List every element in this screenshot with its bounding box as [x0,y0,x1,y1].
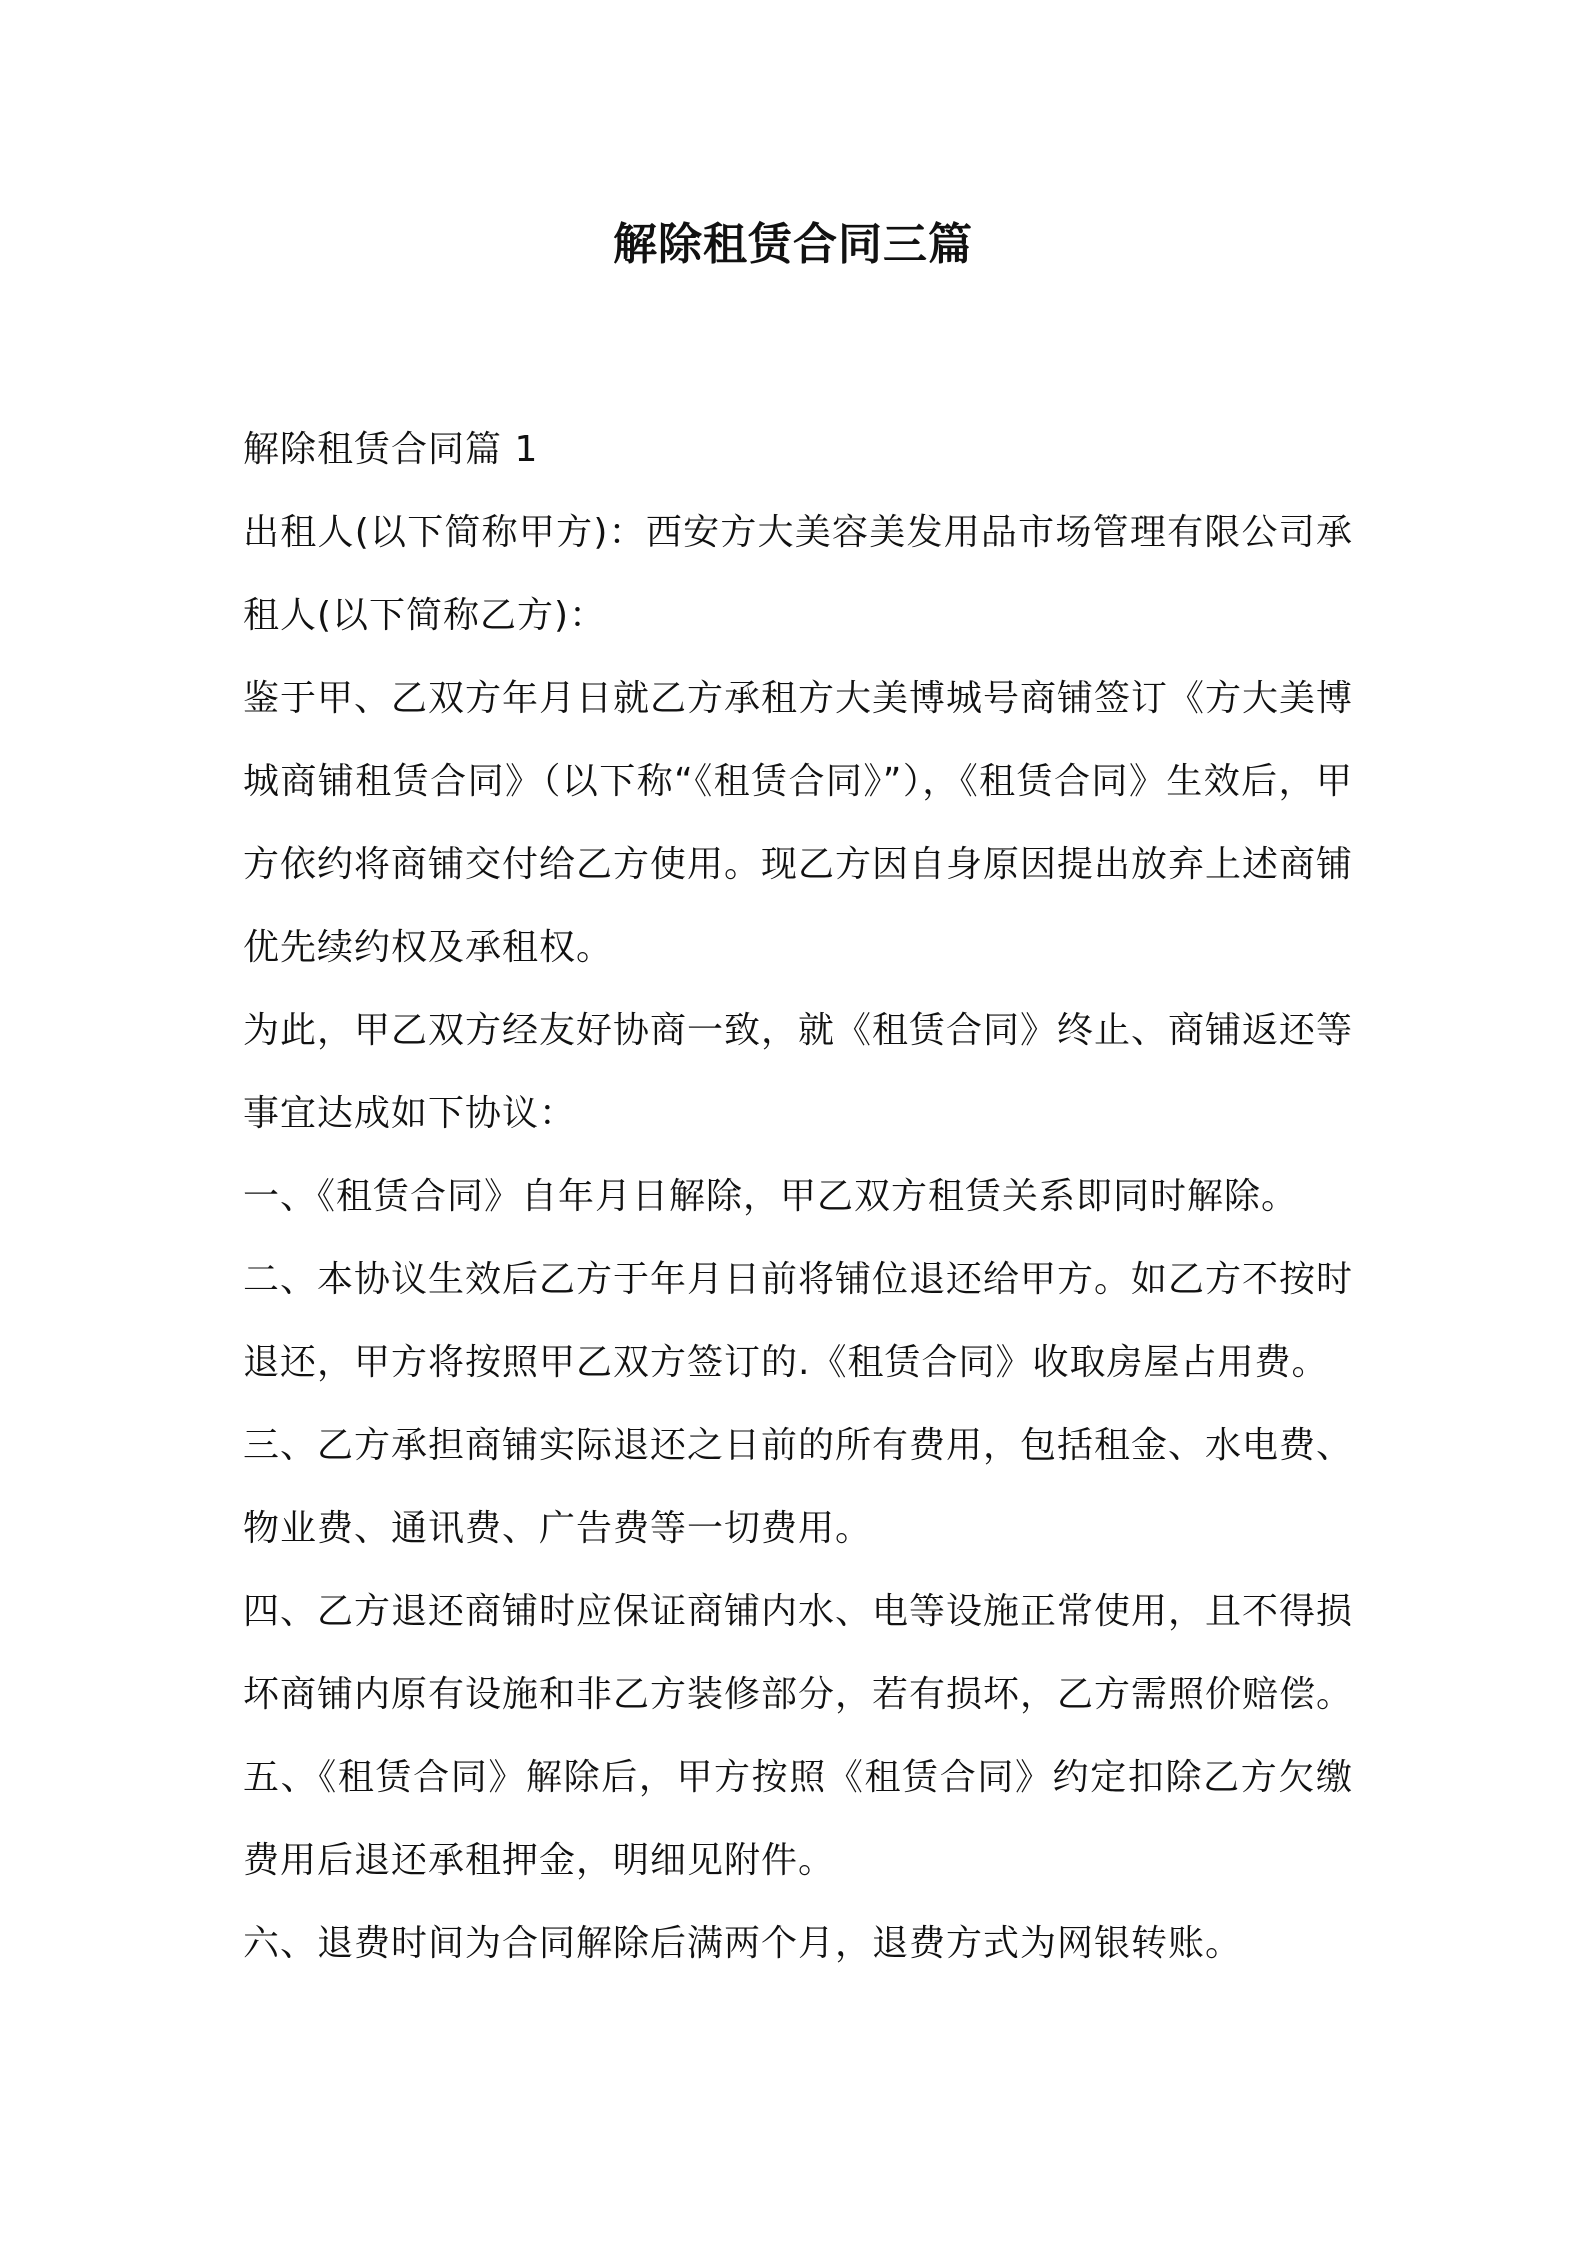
paragraph-parties: 出租人(以下简称甲方)：西安方大美容美发用品市场管理有限公司承租人(以下简称乙方)： [243,512,1353,636]
document-title: 解除租赁合同三篇 [613,219,973,270]
paragraph-background: 鉴于甲、乙双方年月日就乙方承租方大美博城号商铺签订《方大美博城商铺租赁合同》（以下称“《租赁合同》”），《租赁合同》生效后，甲方依约将商铺交付给乙方使用。现乙方因自身原因提出放弃上述商铺优先续约权及承租权。 [243,678,1354,968]
clause-5: 五、《租赁合同》解除后，甲方按照《租赁合同》约定扣除乙方欠缴费用后退还承租押金，明细见附件。 [243,1757,1353,1881]
document-body [243,408,1353,1985]
paragraph-agreement-intro: 为此，甲乙双方经友好协商一致，就《租赁合同》终止、商铺返还等事宜达成如下协议： [243,1010,1354,1134]
clause-4: 四、乙方退还商铺时应保证商铺内水、电等设施正常使用，且不得损坏商铺内原有设施和非乙方装修部分，若有损坏，乙方需照价赔偿。 [243,1591,1354,1715]
clause-3: 三、乙方承担商铺实际退还之日前的所有费用，包括租金、水电费、物业费、通讯费、广告费等一切费用。 [243,1425,1354,1549]
section-heading: 解除租赁合同篇 1 [243,429,539,470]
clause-6: 六、退费时间为合同解除后满两个月，退费方式为网银转账。 [243,1923,1243,1964]
clause-2: 二、本协议生效后乙方于年月日前将铺位退还给甲方。如乙方不按时退还，甲方将按照甲乙双方签订的.《租赁合同》收取房屋占用费。 [243,1259,1354,1383]
clause-1: 一、《租赁合同》自年月日解除，甲乙双方租赁关系即同时解除。 [243,1176,1299,1217]
